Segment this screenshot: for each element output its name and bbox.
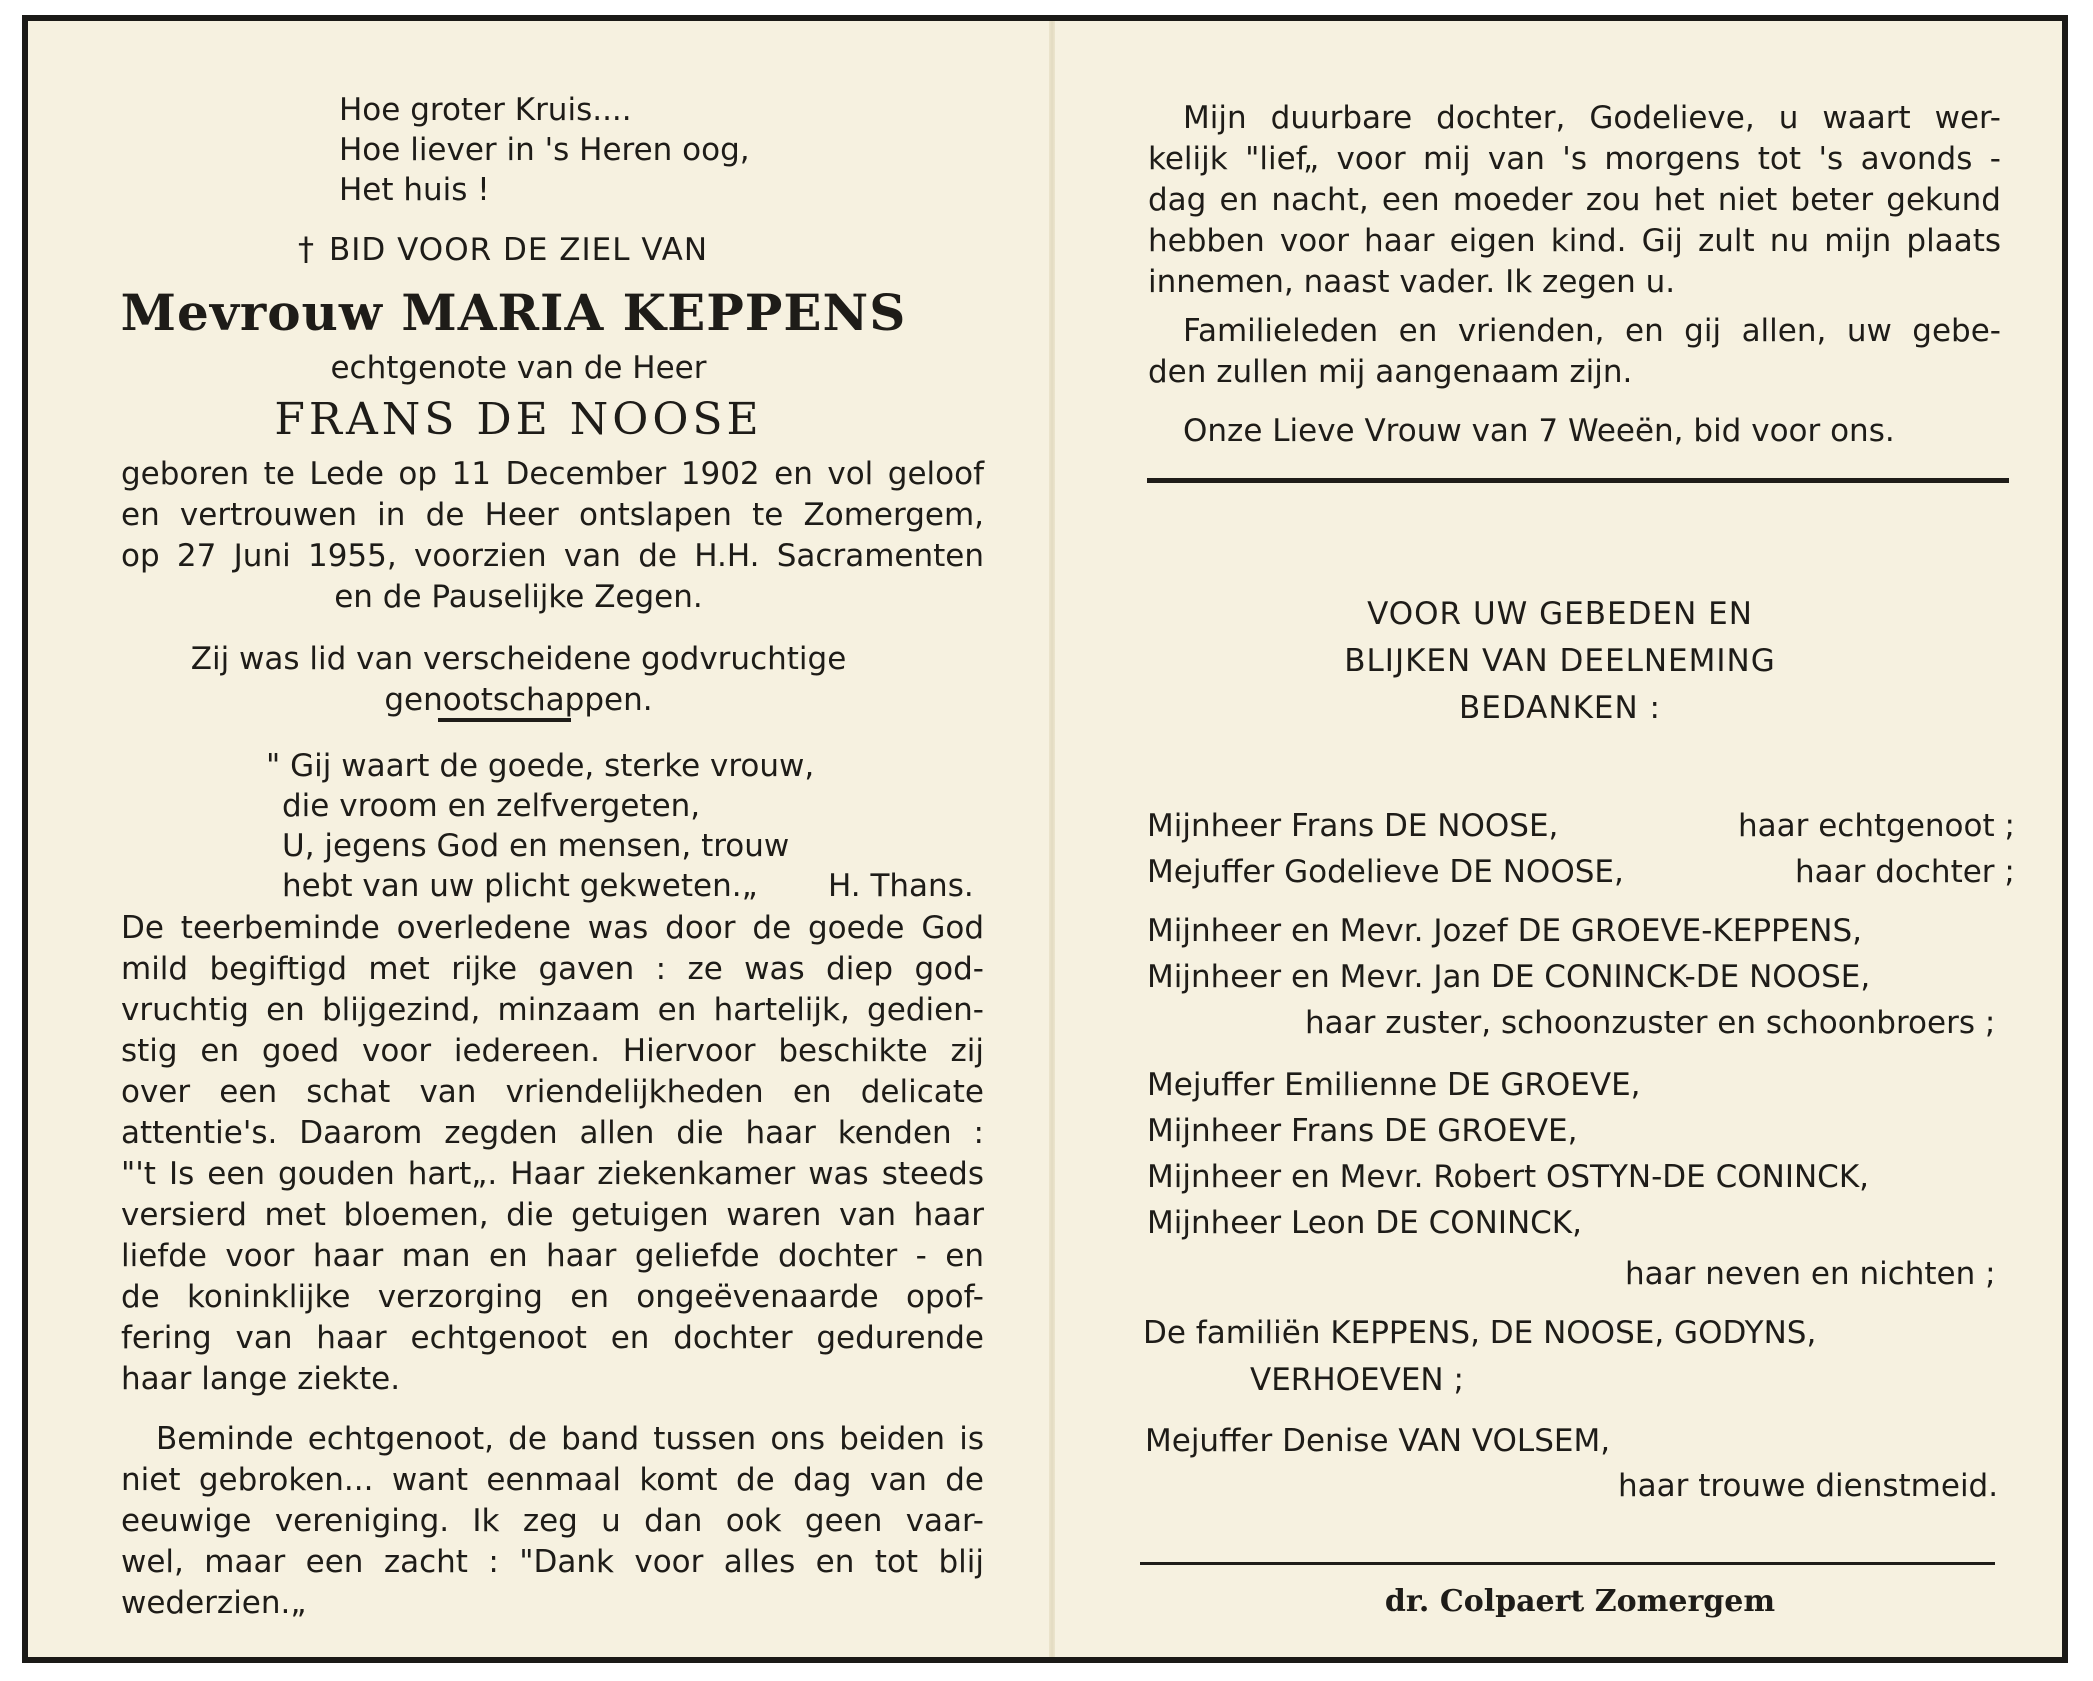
- tribute-line: haar lange ziekte.: [121, 1361, 401, 1397]
- tribute-line: versierd met bloemen, die getuigen waren van haar: [121, 1197, 984, 1233]
- family-line: Familieleden en vrienden, en gij allen, uw gebe-: [1183, 313, 2001, 349]
- deceased-name: Mevrouw MARIA KEPPENS: [120, 283, 907, 342]
- message-line: hebben voor haar eigen kind. Gij zult nu mijn plaats: [1148, 223, 2001, 259]
- message-line: innemen, naast vader. Ik zegen u.: [1148, 264, 1676, 300]
- verse-line: Hoe liever in 's Heren oog,: [339, 132, 750, 168]
- left-panel: [28, 21, 1049, 1657]
- farewell-line: eeuwige vereniging. Ik zeg u dan ook geen vaar-: [121, 1503, 984, 1539]
- invocation: Onze Lieve Vrouw van 7 Weeën, bid voor ons.: [1183, 413, 1895, 449]
- cross-icon: †: [298, 230, 315, 268]
- membership-line: Zij was lid van verscheidene godvruchtige: [190, 641, 847, 677]
- tribute-line: liefde voor haar man en haar geliefde dochter - en: [121, 1238, 984, 1274]
- spouse-name: FRANS DE NOOSE: [274, 394, 763, 445]
- mourner-name: Mejuffer Emilienne DE GROEVE,: [1147, 1067, 1641, 1103]
- thanks-heading: BEDANKEN :: [1459, 690, 1661, 726]
- mourner-name: Mijnheer Frans DE GROEVE,: [1147, 1113, 1578, 1149]
- bio-line: en de Pauselijke Zegen.: [334, 579, 703, 615]
- farewell-line: wel, maar een zacht : "Dank voor alles en tot blij: [121, 1544, 984, 1580]
- quote-author: H. Thans.: [828, 868, 974, 904]
- mourner-name: VERHOEVEN ;: [1250, 1362, 1464, 1398]
- mourner-relation: haar zuster, schoonzuster en schoonbroers ;: [1305, 1005, 1996, 1041]
- farewell-line: niet gebroken... want eenmaal komt de dag van de: [121, 1462, 984, 1498]
- mourner-name: Mijnheer en Mevr. Jozef DE GROEVE-KEPPENS,: [1147, 913, 1863, 949]
- quote-line: " Gij waart de goede, sterke vrouw,: [266, 748, 815, 784]
- tribute-line: attentie's. Daarom zegden allen die haar kenden :: [121, 1115, 984, 1151]
- divider: [1140, 1562, 1995, 1565]
- mourner-name: Mejuffer Godelieve DE NOOSE,: [1147, 854, 1624, 890]
- right-panel: [1055, 21, 2062, 1657]
- printer-credit: dr. Colpaert Zomergem: [1384, 1584, 1776, 1619]
- mourner-relation: haar echtgenoot ;: [1738, 808, 2015, 844]
- mourner-name: Mijnheer Frans DE NOOSE,: [1147, 808, 1559, 844]
- bio-line: op 27 Juni 1955, voorzien van de H.H. Sacramenten: [121, 538, 984, 574]
- message-line: Mijn duurbare dochter, Godelieve, u waart wer-: [1183, 100, 2001, 136]
- farewell-line: Beminde echtgenoot, de band tussen ons beiden is: [156, 1421, 984, 1457]
- quote-line: hebt van uw plicht gekweten.„: [282, 868, 758, 904]
- membership-line: genootschappen.: [384, 682, 653, 718]
- message-line: dag en nacht, een moeder zou het niet beter gekund: [1148, 182, 2001, 218]
- quote-line: U, jegens God en mensen, trouw: [282, 828, 790, 864]
- tribute-line: mild begiftigd met rijke gaven : ze was diep god-: [121, 951, 984, 987]
- spouse-intro: echtgenote van de Heer: [330, 350, 707, 386]
- tribute-line: vruchtig en blijgezind, minzaam en hartelijk, gedien-: [121, 992, 984, 1028]
- mourner-name: Mijnheer Leon DE CONINCK,: [1147, 1205, 1582, 1241]
- message-line: kelijk "lief„ voor mij van 's morgens tot 's avonds -: [1148, 141, 2001, 177]
- verse-line: Het huis !: [339, 172, 490, 208]
- mourner-name: De familiën KEPPENS, DE NOOSE, GODYNS,: [1143, 1315, 1817, 1351]
- mourner-name: Mijnheer en Mevr. Jan DE CONINCK-DE NOOSE,: [1147, 959, 1871, 995]
- quote-line: die vroom en zelfvergeten,: [282, 788, 701, 824]
- bio-line: en vertrouwen in de Heer ontslapen te Zomergem,: [121, 497, 984, 533]
- mourner-name: Mijnheer en Mevr. Robert OSTYN-DE CONINCK,: [1147, 1159, 1870, 1195]
- mourner-name: Mejuffer Denise VAN VOLSEM,: [1145, 1423, 1611, 1459]
- thanks-heading: BLIJKEN VAN DEELNEMING: [1344, 643, 1776, 679]
- tribute-line: "'t Is een gouden hart„. Haar ziekenkamer was steeds: [121, 1156, 984, 1192]
- family-line: den zullen mij aangenaam zijn.: [1148, 354, 1633, 390]
- tribute-line: over een schat van vriendelijkheden en delicate: [121, 1074, 984, 1110]
- mourner-relation: haar neven en nichten ;: [1625, 1256, 1996, 1292]
- tribute-line: stig en goed voor iedereen. Hiervoor beschikte zij: [121, 1033, 984, 1069]
- tribute-line: fering van haar echtgenoot en dochter gedurende: [121, 1320, 984, 1356]
- thanks-heading: VOOR UW GEBEDEN EN: [1367, 596, 1753, 632]
- divider: [438, 718, 571, 722]
- bio-line: geboren te Lede op 11 December 1902 en vol geloof: [121, 456, 984, 492]
- mourner-relation: haar dochter ;: [1795, 854, 2015, 890]
- mourner-relation: haar trouwe dienstmeid.: [1618, 1468, 1999, 1504]
- tribute-line: de koninklijke verzorging en ongeëvenaarde opof-: [121, 1279, 984, 1315]
- farewell-line: wederzien.„: [121, 1585, 307, 1621]
- tribute-line: De teerbeminde overledene was door de goede God: [121, 910, 984, 946]
- memorial-card: [22, 15, 2068, 1663]
- divider: [1147, 478, 2009, 483]
- prayer-heading: BID VOOR DE ZIEL VAN: [329, 232, 709, 268]
- verse-line: Hoe groter Kruis....: [339, 92, 632, 128]
